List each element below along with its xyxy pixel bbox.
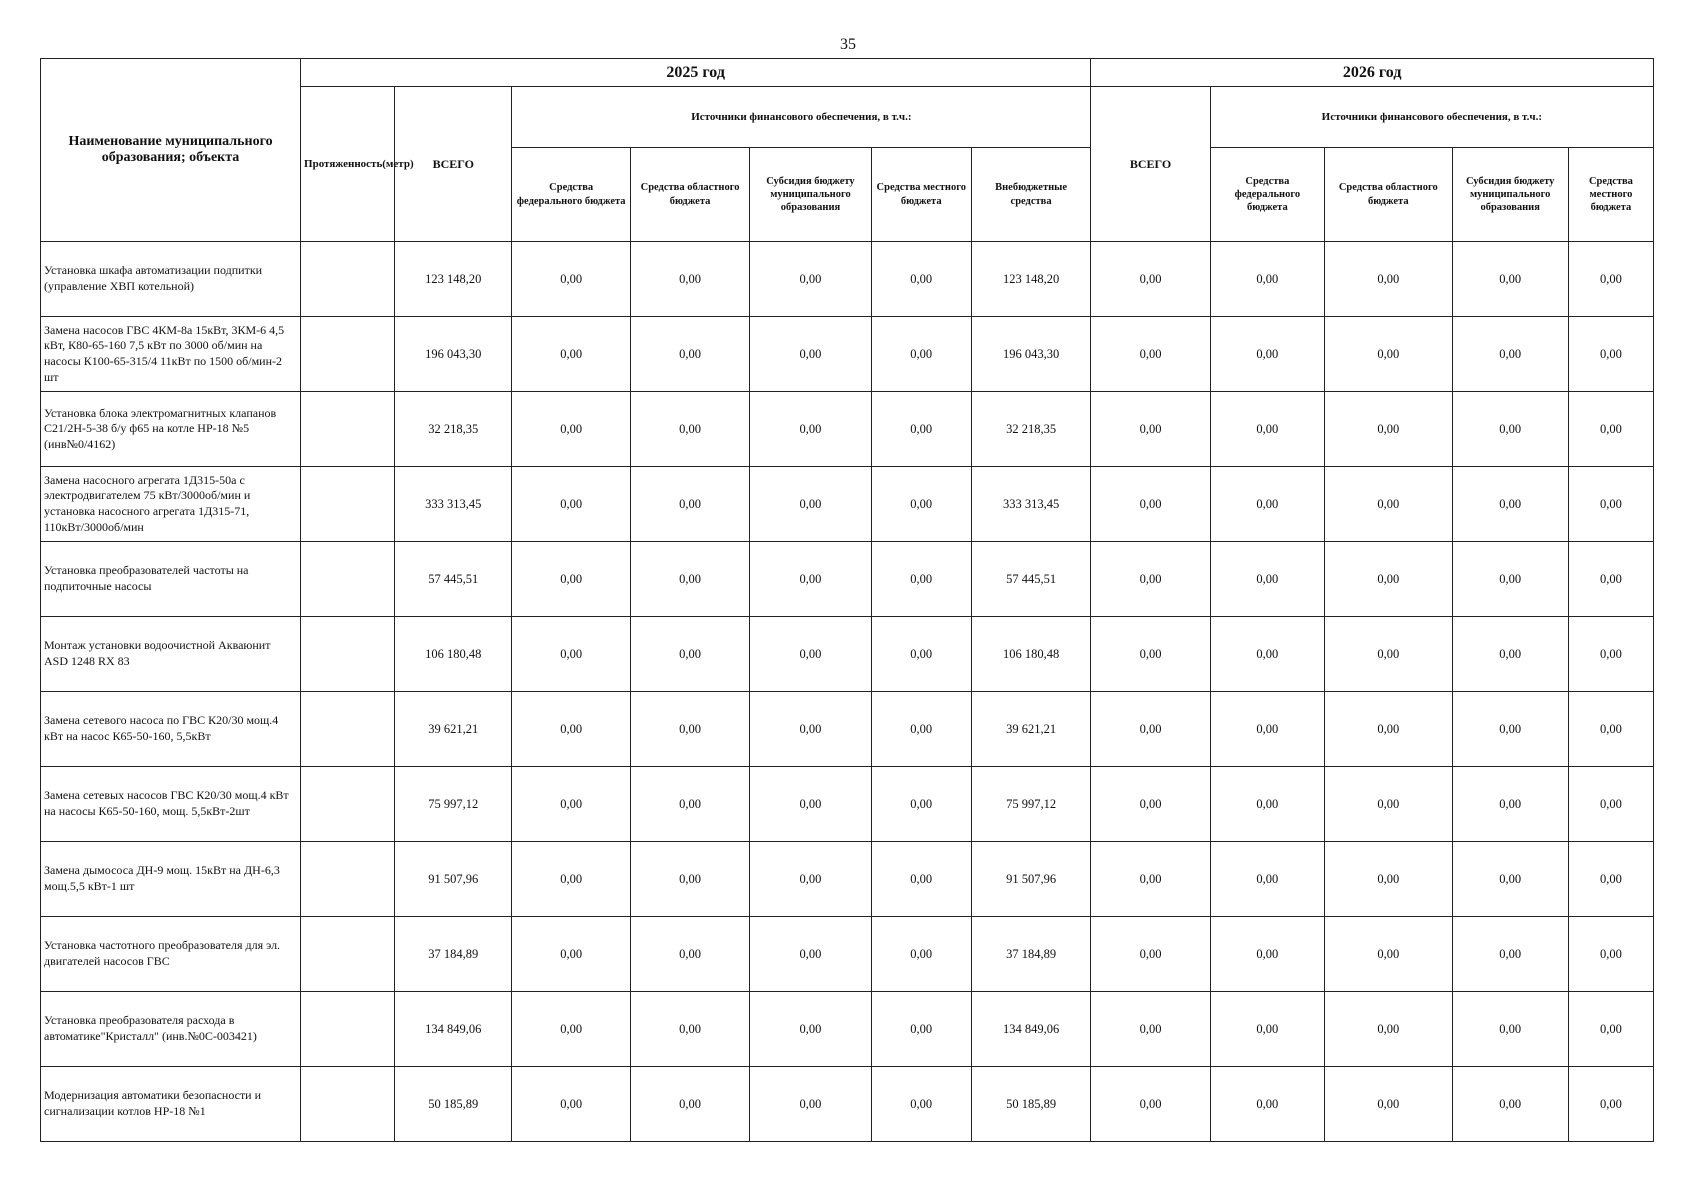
- regional-2026-cell: 0,00: [1325, 692, 1452, 767]
- extrabudget-2025-header: Внебюджетные средства: [971, 148, 1090, 242]
- local-2025-cell: 0,00: [871, 1067, 971, 1142]
- subsidy-2025-cell: 0,00: [750, 1067, 871, 1142]
- length-cell: [301, 617, 395, 692]
- subsidy-2026-cell: 0,00: [1452, 992, 1568, 1067]
- regional-2025-cell: 0,00: [630, 242, 749, 317]
- subsidy-2026-cell: 0,00: [1452, 767, 1568, 842]
- total-2025-cell: 57 445,51: [395, 542, 512, 617]
- federal-2026-header: Средства федерального бюджета: [1210, 148, 1324, 242]
- table-body: [41, 242, 1654, 1142]
- regional-2025-cell: 0,00: [630, 692, 749, 767]
- table-row: [41, 842, 1654, 917]
- budget-table: [40, 58, 1654, 1142]
- subsidy-2026-cell: 0,00: [1452, 692, 1568, 767]
- total-2025-cell: 196 043,30: [395, 317, 512, 392]
- table-row: [41, 992, 1654, 1067]
- table-row: [41, 692, 1654, 767]
- extrabudget-2025-cell: 75 997,12: [971, 767, 1090, 842]
- federal-2026-cell: 0,00: [1210, 917, 1324, 992]
- total-2025-cell: 123 148,20: [395, 242, 512, 317]
- subsidy-2026-cell: 0,00: [1452, 242, 1568, 317]
- subsidy-2026-cell: 0,00: [1452, 392, 1568, 467]
- table-row: [41, 467, 1654, 542]
- object-name-cell: Замена насосов ГВС 4КМ-8а 15кВт, 3КМ-6 4,5 кВт, К80-65-160 7,5 кВт по 3000 об/мин на насосы К100-65-315/4 11кВт по 1500 об/мин-2 шт: [41, 317, 301, 392]
- extrabudget-2025-cell: 37 184,89: [971, 917, 1090, 992]
- subsidy-2025-cell: 0,00: [750, 392, 871, 467]
- table-row: [41, 317, 1654, 392]
- federal-2026-cell: 0,00: [1210, 467, 1324, 542]
- length-cell: [301, 992, 395, 1067]
- subsidy-2025-cell: 0,00: [750, 467, 871, 542]
- local-2025-cell: 0,00: [871, 617, 971, 692]
- local-2026-cell: 0,00: [1568, 842, 1653, 917]
- federal-2025-cell: 0,00: [512, 542, 630, 617]
- federal-2025-cell: 0,00: [512, 992, 630, 1067]
- regional-2025-cell: 0,00: [630, 542, 749, 617]
- table-row: [41, 242, 1654, 317]
- name-column-header: Наименование муниципального образования; объекта: [41, 59, 301, 242]
- total-2025-cell: 91 507,96: [395, 842, 512, 917]
- table-row: [41, 392, 1654, 467]
- regional-2025-cell: 0,00: [630, 617, 749, 692]
- total-2026-cell: 0,00: [1091, 692, 1210, 767]
- total-2025-cell: 106 180,48: [395, 617, 512, 692]
- table-header: [41, 59, 1654, 242]
- total-2026-cell: 0,00: [1091, 767, 1210, 842]
- extrabudget-2025-cell: 39 621,21: [971, 692, 1090, 767]
- federal-2025-cell: 0,00: [512, 242, 630, 317]
- subsidy-2025-cell: 0,00: [750, 992, 871, 1067]
- local-2026-cell: 0,00: [1568, 467, 1653, 542]
- federal-2026-cell: 0,00: [1210, 542, 1324, 617]
- total-2026-cell: 0,00: [1091, 617, 1210, 692]
- length-column-header: Протяженность(метр): [301, 87, 395, 242]
- subsidy-2025-cell: 0,00: [750, 917, 871, 992]
- length-cell: [301, 392, 395, 467]
- federal-2025-header: Средства федерального бюджета: [512, 148, 630, 242]
- local-2026-cell: 0,00: [1568, 542, 1653, 617]
- sources-2026-header: Источники финансового обеспечения, в т.ч.:: [1210, 87, 1653, 148]
- local-2026-cell: 0,00: [1568, 242, 1653, 317]
- total-2026-cell: 0,00: [1091, 242, 1210, 317]
- regional-2025-cell: 0,00: [630, 1067, 749, 1142]
- local-2026-cell: 0,00: [1568, 992, 1653, 1067]
- total-2026-cell: 0,00: [1091, 542, 1210, 617]
- total-2026-cell: 0,00: [1091, 917, 1210, 992]
- extrabudget-2025-cell: 106 180,48: [971, 617, 1090, 692]
- object-name-cell: Установка преобразователей частоты на подпиточные насосы: [41, 542, 301, 617]
- local-2026-cell: 0,00: [1568, 617, 1653, 692]
- regional-2026-cell: 0,00: [1325, 767, 1452, 842]
- total-2025-cell: 32 218,35: [395, 392, 512, 467]
- regional-2026-cell: 0,00: [1325, 842, 1452, 917]
- subsidy-2025-cell: 0,00: [750, 842, 871, 917]
- regional-2026-header: Средства областного бюджета: [1325, 148, 1452, 242]
- local-2026-cell: 0,00: [1568, 767, 1653, 842]
- regional-2026-cell: 0,00: [1325, 917, 1452, 992]
- total-2026-cell: 0,00: [1091, 1067, 1210, 1142]
- local-2025-header: Средства местного бюджета: [871, 148, 971, 242]
- federal-2025-cell: 0,00: [512, 842, 630, 917]
- total-2025-cell: 333 313,45: [395, 467, 512, 542]
- local-2025-cell: 0,00: [871, 242, 971, 317]
- subsidy-2025-cell: 0,00: [750, 617, 871, 692]
- length-cell: [301, 842, 395, 917]
- local-2026-cell: 0,00: [1568, 692, 1653, 767]
- regional-2025-cell: 0,00: [630, 992, 749, 1067]
- extrabudget-2025-cell: 57 445,51: [971, 542, 1090, 617]
- table-row: [41, 542, 1654, 617]
- local-2026-cell: 0,00: [1568, 1067, 1653, 1142]
- subsidy-2026-cell: 0,00: [1452, 917, 1568, 992]
- object-name-cell: Модернизация автоматики безопасности и сигнализации котлов HP-18 №1: [41, 1067, 301, 1142]
- federal-2026-cell: 0,00: [1210, 992, 1324, 1067]
- regional-2026-cell: 0,00: [1325, 617, 1452, 692]
- object-name-cell: Установка блока электромагнитных клапанов С21/2Н-5-38 б/у ф65 на котле HP-18 №5 (инв№0/4162): [41, 392, 301, 467]
- subsidy-2026-header: Субсидия бюджету муниципального образования: [1452, 148, 1568, 242]
- federal-2026-cell: 0,00: [1210, 842, 1324, 917]
- subsidy-2025-cell: 0,00: [750, 692, 871, 767]
- length-cell: [301, 767, 395, 842]
- regional-2026-cell: 0,00: [1325, 542, 1452, 617]
- extrabudget-2025-cell: 32 218,35: [971, 392, 1090, 467]
- subsidy-2025-cell: 0,00: [750, 317, 871, 392]
- extrabudget-2025-cell: 196 043,30: [971, 317, 1090, 392]
- regional-2025-cell: 0,00: [630, 842, 749, 917]
- object-name-cell: Замена сетевых насосов ГВС К20/30 мощ.4 кВт на насосы К65-50-160, мощ. 5,5кВт-2шт: [41, 767, 301, 842]
- table-row: [41, 767, 1654, 842]
- federal-2025-cell: 0,00: [512, 467, 630, 542]
- object-name-cell: Замена дымососа ДН-9 мощ. 15кВт на ДН-6,3 мощ.5,5 кВт-1 шт: [41, 842, 301, 917]
- federal-2025-cell: 0,00: [512, 692, 630, 767]
- object-name-cell: Замена насосного агрегата 1Д315-50а с электродвигателем 75 кВт/3000об/мин и установка насосного агрегата 1Д315-71, 110кВт/3000об/мин: [41, 467, 301, 542]
- regional-2026-cell: 0,00: [1325, 242, 1452, 317]
- object-name-cell: Замена сетевого насоса по ГВС К20/30 мощ.4 кВт на насос К65-50-160, 5,5кВт: [41, 692, 301, 767]
- local-2026-cell: 0,00: [1568, 392, 1653, 467]
- federal-2026-cell: 0,00: [1210, 1067, 1324, 1142]
- regional-2025-cell: 0,00: [630, 467, 749, 542]
- subsidy-2025-cell: 0,00: [750, 542, 871, 617]
- total-2025-cell: 39 621,21: [395, 692, 512, 767]
- total-2025-header: ВСЕГО: [395, 87, 512, 242]
- subsidy-2026-cell: 0,00: [1452, 617, 1568, 692]
- table-row: [41, 917, 1654, 992]
- length-cell: [301, 1067, 395, 1142]
- subsidy-2026-cell: 0,00: [1452, 1067, 1568, 1142]
- local-2025-cell: 0,00: [871, 917, 971, 992]
- object-name-cell: Установка шкафа автоматизации подпитки (управление ХВП котельной): [41, 242, 301, 317]
- regional-2025-header: Средства областного бюджета: [630, 148, 749, 242]
- object-name-cell: Монтаж установки водоочистной Акваюнит ASD 1248 RX 83: [41, 617, 301, 692]
- regional-2026-cell: 0,00: [1325, 992, 1452, 1067]
- table-row: [41, 1067, 1654, 1142]
- year-2025-header: 2025 год: [301, 59, 1091, 87]
- extrabudget-2025-cell: 50 185,89: [971, 1067, 1090, 1142]
- total-2026-header: ВСЕГО: [1091, 87, 1210, 242]
- regional-2026-cell: 0,00: [1325, 392, 1452, 467]
- total-2026-cell: 0,00: [1091, 842, 1210, 917]
- subsidy-2025-cell: 0,00: [750, 767, 871, 842]
- federal-2026-cell: 0,00: [1210, 692, 1324, 767]
- federal-2026-cell: 0,00: [1210, 392, 1324, 467]
- total-2025-cell: 75 997,12: [395, 767, 512, 842]
- subsidy-2026-cell: 0,00: [1452, 542, 1568, 617]
- regional-2025-cell: 0,00: [630, 317, 749, 392]
- local-2025-cell: 0,00: [871, 467, 971, 542]
- federal-2025-cell: 0,00: [512, 917, 630, 992]
- extrabudget-2025-cell: 333 313,45: [971, 467, 1090, 542]
- extrabudget-2025-cell: 91 507,96: [971, 842, 1090, 917]
- local-2025-cell: 0,00: [871, 992, 971, 1067]
- federal-2026-cell: 0,00: [1210, 317, 1324, 392]
- federal-2025-cell: 0,00: [512, 1067, 630, 1142]
- length-cell: [301, 467, 395, 542]
- table-row: [41, 617, 1654, 692]
- federal-2026-cell: 0,00: [1210, 767, 1324, 842]
- length-cell: [301, 692, 395, 767]
- subsidy-2025-header: Субсидия бюджету муниципального образования: [750, 148, 871, 242]
- federal-2026-cell: 0,00: [1210, 242, 1324, 317]
- length-cell: [301, 242, 395, 317]
- federal-2025-cell: 0,00: [512, 617, 630, 692]
- length-cell: [301, 917, 395, 992]
- total-2026-cell: 0,00: [1091, 317, 1210, 392]
- year-2026-header: 2026 год: [1091, 59, 1654, 87]
- subsidy-2026-cell: 0,00: [1452, 317, 1568, 392]
- regional-2026-cell: 0,00: [1325, 467, 1452, 542]
- local-2025-cell: 0,00: [871, 392, 971, 467]
- local-2025-cell: 0,00: [871, 692, 971, 767]
- federal-2025-cell: 0,00: [512, 392, 630, 467]
- subsidy-2025-cell: 0,00: [750, 242, 871, 317]
- regional-2026-cell: 0,00: [1325, 317, 1452, 392]
- extrabudget-2025-cell: 134 849,06: [971, 992, 1090, 1067]
- subsidy-2026-cell: 0,00: [1452, 842, 1568, 917]
- federal-2025-cell: 0,00: [512, 317, 630, 392]
- length-cell: [301, 317, 395, 392]
- regional-2025-cell: 0,00: [630, 917, 749, 992]
- regional-2025-cell: 0,00: [630, 767, 749, 842]
- total-2026-cell: 0,00: [1091, 992, 1210, 1067]
- total-2026-cell: 0,00: [1091, 467, 1210, 542]
- local-2025-cell: 0,00: [871, 842, 971, 917]
- local-2025-cell: 0,00: [871, 542, 971, 617]
- regional-2026-cell: 0,00: [1325, 1067, 1452, 1142]
- object-name-cell: Установка частотного преобразователя для эл. двигателей насосов ГВС: [41, 917, 301, 992]
- total-2025-cell: 37 184,89: [395, 917, 512, 992]
- subsidy-2026-cell: 0,00: [1452, 467, 1568, 542]
- local-2026-header: Средства местного бюджета: [1568, 148, 1653, 242]
- regional-2025-cell: 0,00: [630, 392, 749, 467]
- federal-2025-cell: 0,00: [512, 767, 630, 842]
- total-2025-cell: 134 849,06: [395, 992, 512, 1067]
- page-number: 35: [840, 36, 856, 53]
- total-2025-cell: 50 185,89: [395, 1067, 512, 1142]
- object-name-cell: Установка преобразователя расхода в автоматике"Кристалл" (инв.№0С-003421): [41, 992, 301, 1067]
- extrabudget-2025-cell: 123 148,20: [971, 242, 1090, 317]
- federal-2026-cell: 0,00: [1210, 617, 1324, 692]
- local-2026-cell: 0,00: [1568, 317, 1653, 392]
- sources-2025-header: Источники финансового обеспечения, в т.ч.:: [512, 87, 1091, 148]
- local-2025-cell: 0,00: [871, 767, 971, 842]
- total-2026-cell: 0,00: [1091, 392, 1210, 467]
- length-cell: [301, 542, 395, 617]
- local-2026-cell: 0,00: [1568, 917, 1653, 992]
- local-2025-cell: 0,00: [871, 317, 971, 392]
